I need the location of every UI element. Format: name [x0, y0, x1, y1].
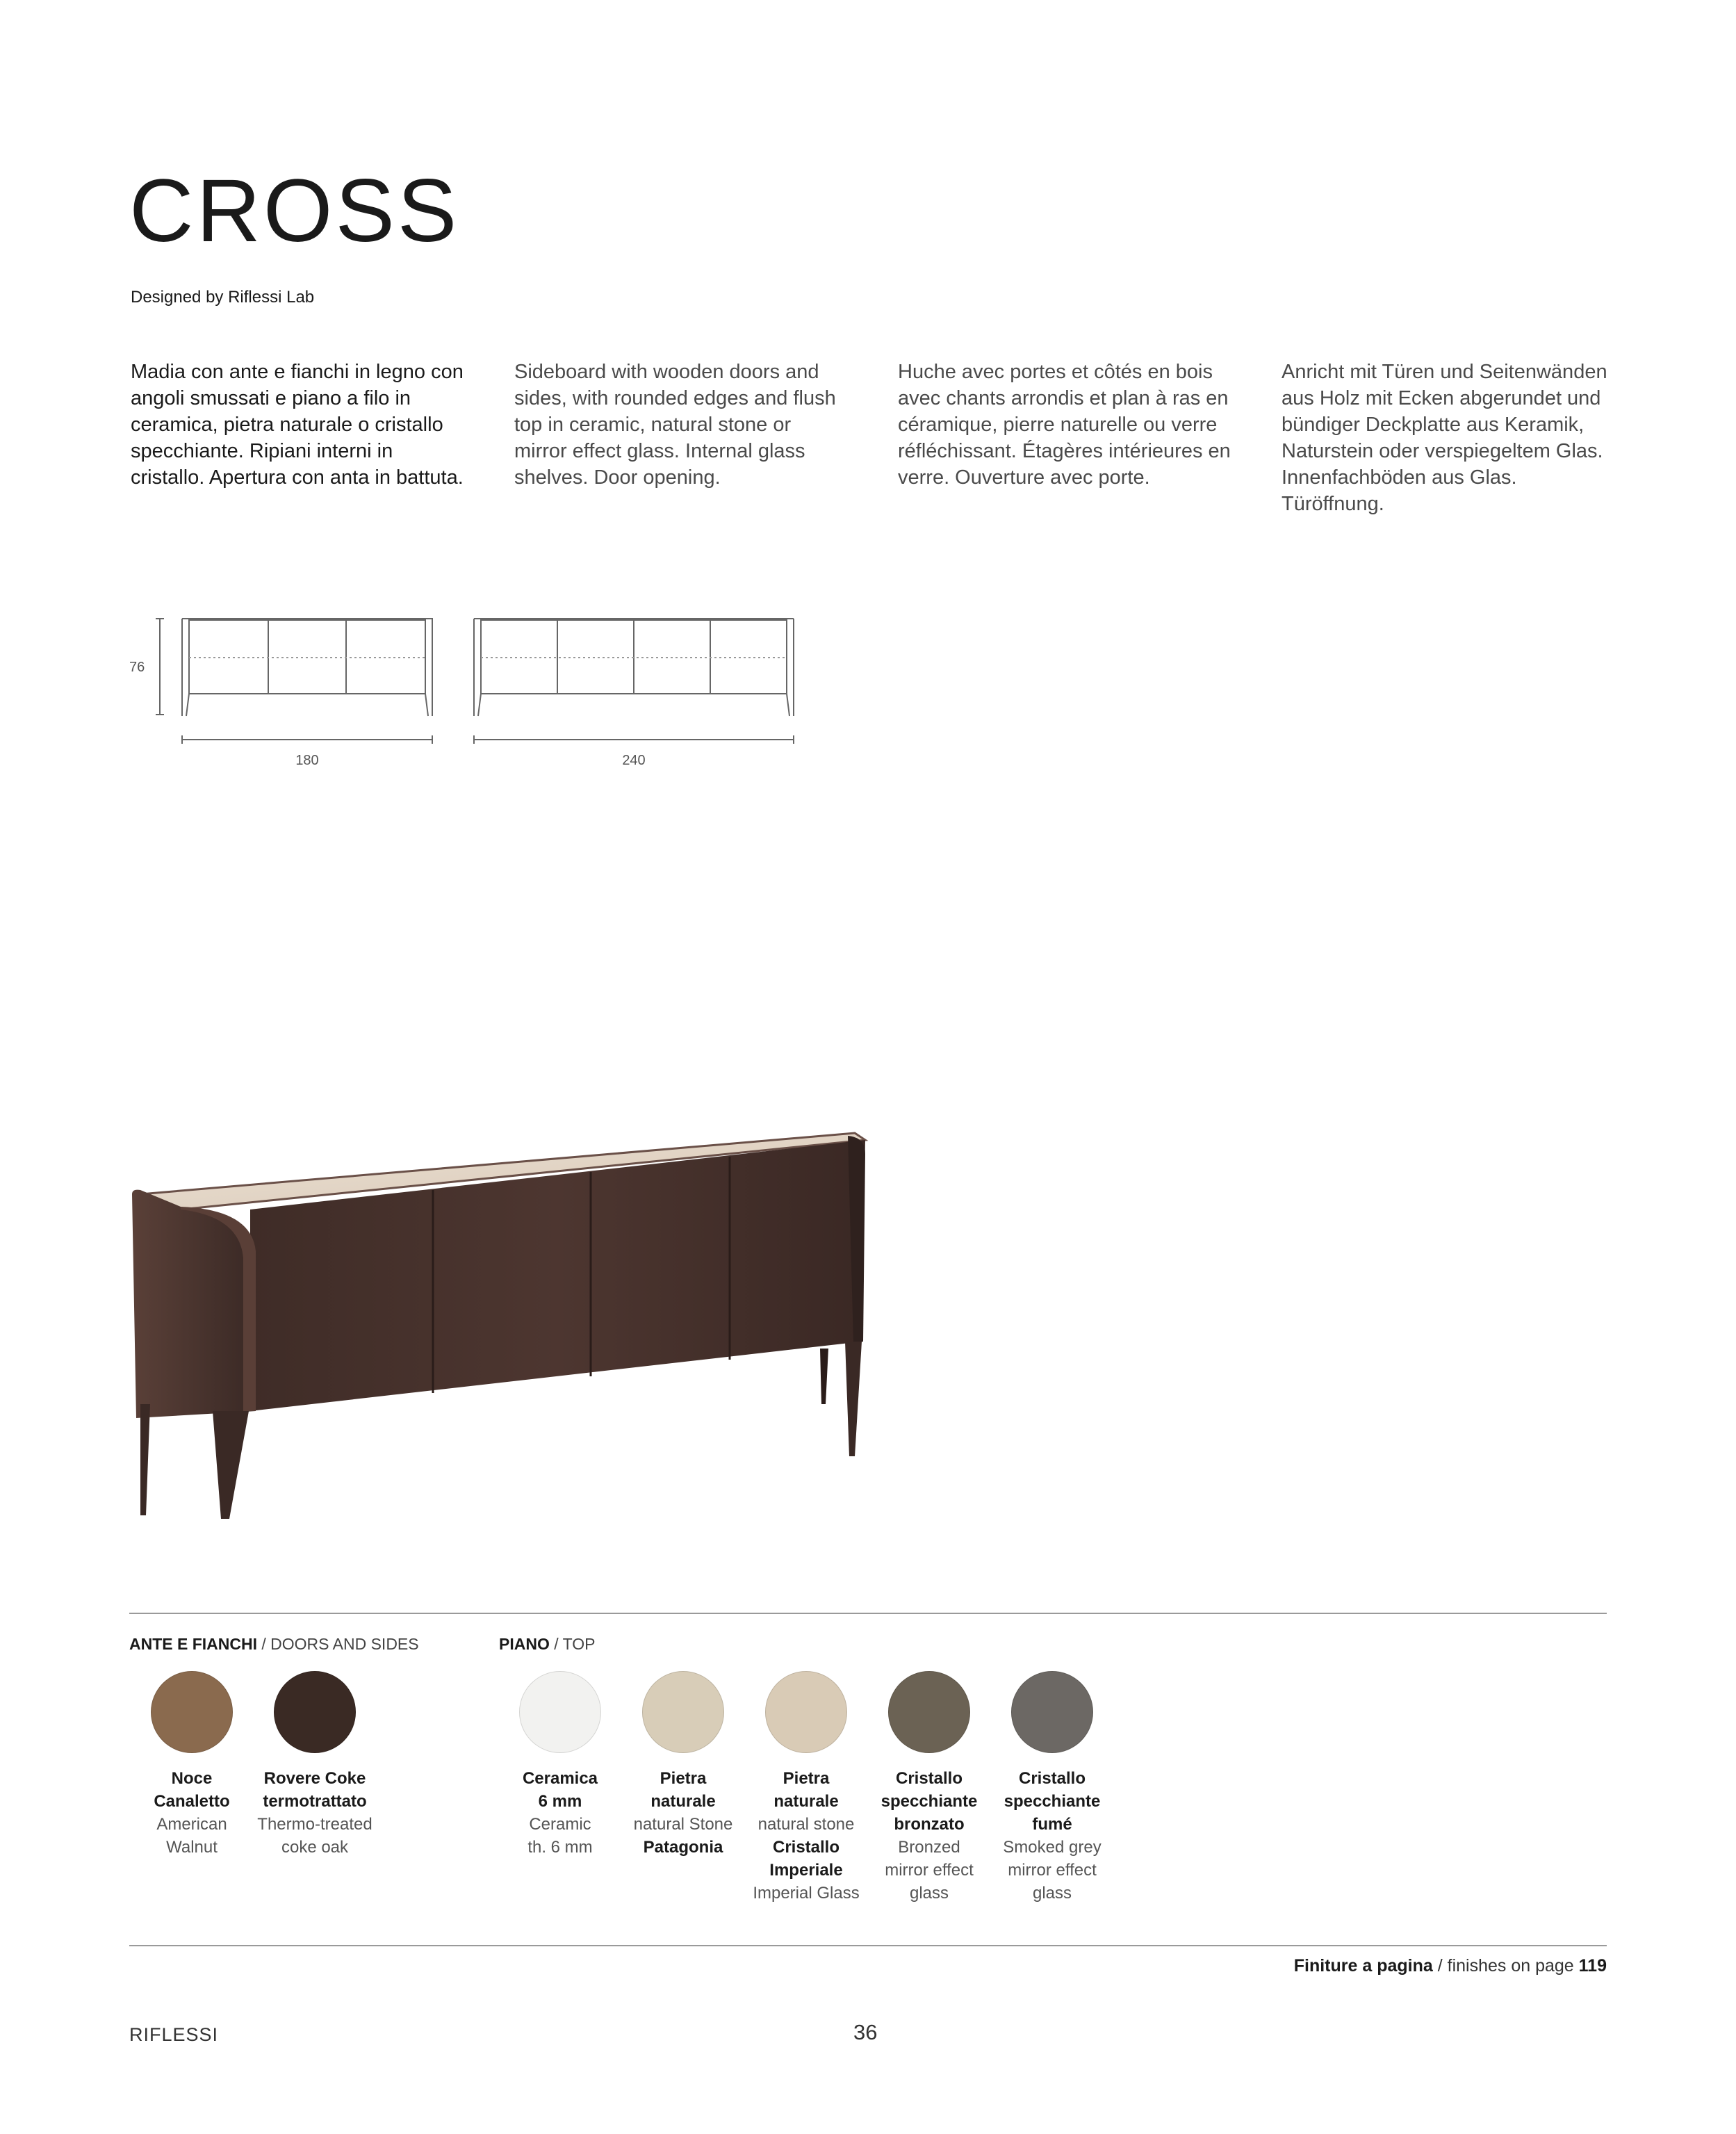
finish-swatch [642, 1671, 724, 1753]
finish-label-line: naturale [650, 1792, 716, 1811]
finish-label-line: Smoked grey [1003, 1838, 1102, 1857]
finish-label-line: specchiante [1004, 1792, 1101, 1811]
finish-label [249, 1767, 381, 1859]
finish-label-line: Imperial Glass [753, 1884, 860, 1903]
finish-label-line: naturale [773, 1792, 839, 1811]
sideboard-photo [125, 1112, 910, 1529]
finish-label-line: mirror effect [1008, 1861, 1097, 1880]
finish-label-line: Ceramica [522, 1769, 598, 1788]
finish-swatch [151, 1671, 233, 1753]
section-divider-bottom [129, 1945, 1607, 1946]
finish-label-line: Pietra [660, 1769, 707, 1788]
finish-label-line: Bronzed [898, 1838, 960, 1857]
top-heading: PIANO / TOP [499, 1635, 596, 1653]
finish-label-line: Canaletto [154, 1792, 230, 1811]
designer-credit: Designed by Riflessi Lab [131, 288, 315, 307]
dimension-height: 76 [129, 660, 145, 675]
finish-swatch [765, 1671, 847, 1753]
page-number: 36 [853, 2020, 878, 2044]
dimension-width-240: 240 [622, 753, 646, 768]
finish-label-line: natural Stone [633, 1815, 733, 1834]
finish-label-line: Ceramic [529, 1815, 591, 1834]
finish-label-line: termotrattato [263, 1792, 367, 1811]
finish-label-line: Cristallo [895, 1769, 963, 1788]
finish-label-line: specchiante [881, 1792, 978, 1811]
finish-label-line: natural stone [758, 1815, 855, 1834]
finish-label [986, 1767, 1118, 1905]
brand-footer: RIFLESSI [129, 2024, 219, 2045]
finish-label-line: fumé [1032, 1815, 1072, 1834]
finish-swatch [274, 1671, 356, 1753]
finish-label-line: Noce [171, 1769, 213, 1788]
finish-label-line: Rovere Coke [263, 1769, 366, 1788]
finishes-page-reference: Finiture a pagina / finishes on page 119 [1293, 1956, 1607, 1976]
finish-label-line: mirror effect [885, 1861, 974, 1880]
finish-swatch [888, 1671, 970, 1753]
finish-label-line: Cristallo [1018, 1769, 1086, 1788]
finish-label-line: coke oak [281, 1838, 349, 1857]
finish-label-line: Patagonia [643, 1838, 723, 1857]
finish-label-line: Pietra [783, 1769, 830, 1788]
finish-label-line: Thermo-treated [257, 1815, 372, 1834]
finish-label [863, 1767, 995, 1905]
finish-label-line: 6 mm [538, 1792, 582, 1811]
description-english: Sideboard with wooden doors and sides, with rounded edges and flush top in ceramic, natural stone or mirror effect glass. Internal glass shelves. Door opening. [514, 361, 836, 489]
description-german: Anricht mit Türen und Seitenwänden aus Holz mit Ecken abgerundet und bündiger Deckplatte aus Keramik, Naturstein oder verspiegeltem Glas. Innenfachböden aus Glas. Türöffnung. [1281, 361, 1607, 515]
finish-label [126, 1767, 258, 1859]
finish-label-line: glass [909, 1884, 949, 1903]
finish-label-line: glass [1032, 1884, 1072, 1903]
finish-label-line: bronzato [894, 1815, 965, 1834]
finish-label-line: Walnut [166, 1838, 218, 1857]
finish-label-line: Imperiale [769, 1861, 843, 1880]
finish-swatch [519, 1671, 601, 1753]
finish-label [617, 1767, 749, 1859]
product-title: CROSS [129, 161, 460, 261]
finish-label [740, 1767, 872, 1905]
finish-label-line: th. 6 mm [527, 1838, 593, 1857]
section-divider-top [129, 1613, 1607, 1614]
description-italian: Madia con ante e fianchi in legno con angoli smussati e piano a filo in ceramica, pietra naturale o cristallo specchiante. Ripiani interni in cristallo. Apertura con anta in battuta. [131, 361, 464, 489]
finish-label-line: American [156, 1815, 227, 1834]
technical-drawing [118, 605, 820, 772]
dimension-width-180: 180 [295, 753, 319, 768]
finish-label-line: Cristallo [772, 1838, 840, 1857]
finish-swatch [1011, 1671, 1093, 1753]
description-french: Huche avec portes et côtés en bois avec chants arrondis et plan à ras en céramique, pierre naturelle ou verre réfléchissant. Étagères intérieures en verre. Ouverture avec porte. [898, 361, 1231, 489]
doors-sides-heading: ANTE E FIANCHI / DOORS AND SIDES [129, 1635, 419, 1653]
finish-label [494, 1767, 626, 1859]
